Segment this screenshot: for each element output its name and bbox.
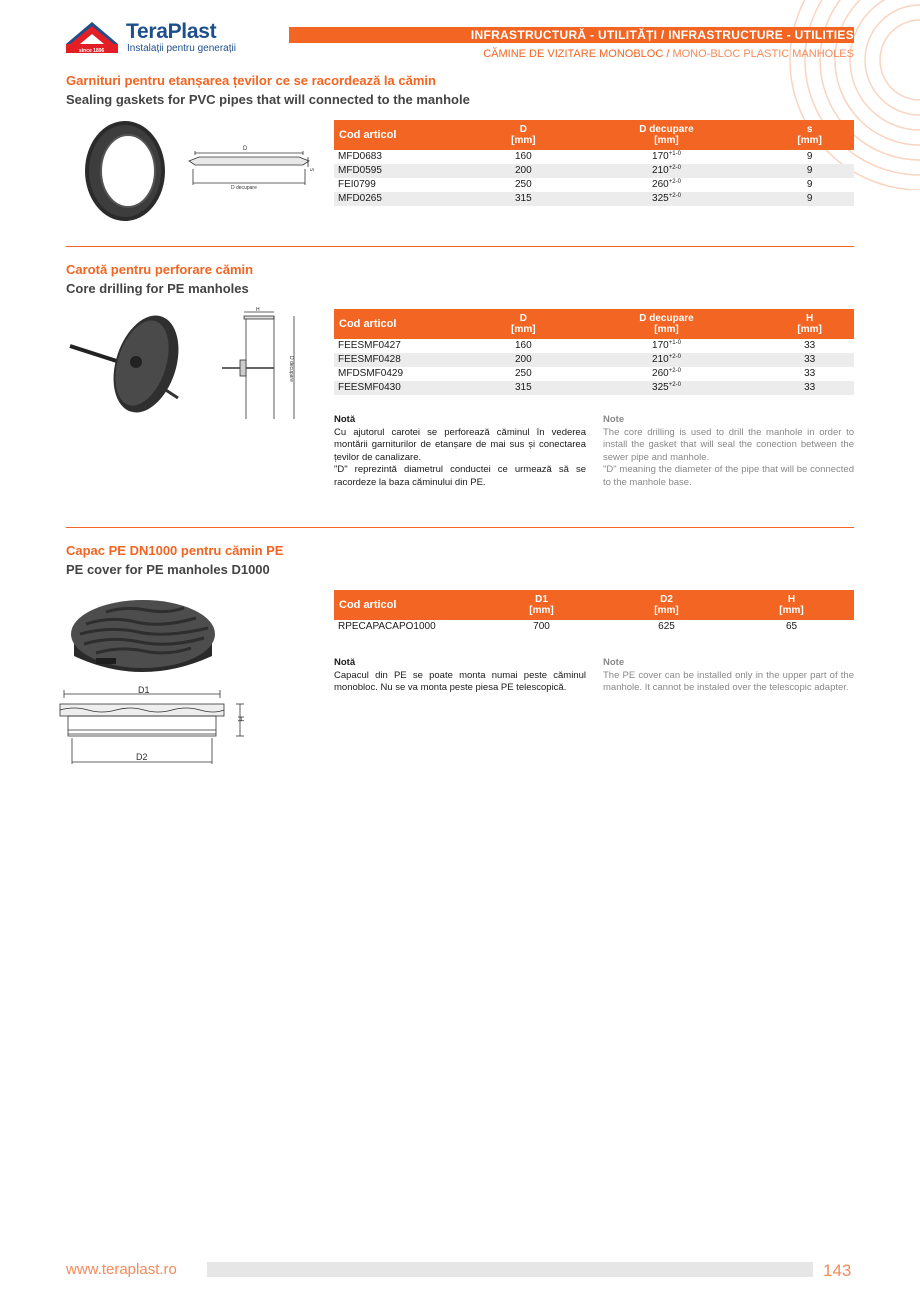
note-ro-title: Notă [334, 414, 356, 425]
cell-d: 250 [515, 368, 532, 379]
drawing-label-h: H [236, 716, 245, 722]
cell-dd-value: 210 [652, 165, 669, 176]
cell-dd [568, 339, 766, 353]
section2-title-ro: Carotă pentru perforare cămin [66, 262, 254, 277]
cell-dd-value: 170 [652, 151, 669, 162]
core-drill-drawing [218, 304, 303, 424]
cell-h: 33 [765, 353, 854, 367]
col-h [765, 309, 854, 339]
cell-d: 250 [515, 179, 532, 190]
cell-dd [568, 178, 766, 192]
drawing-label-h: H [256, 307, 260, 313]
col-code: Cod articol [334, 309, 479, 339]
drawing-label-d1: D1 [138, 685, 150, 695]
section-divider [66, 246, 854, 247]
col-d [479, 120, 568, 150]
col-d-label: D [519, 124, 527, 135]
note-en-paragraph: The PE cover can be installed only in the upper part of the manhole. It cannot be instaled over the telescopic adapter. [603, 669, 854, 693]
cell-dd-value: 170 [652, 340, 669, 351]
table-header-row [334, 590, 854, 620]
note-ro-paragraph: "D" reprezintă diametrul conductei ce urmează să se racordeze la baza căminului din PE. [334, 464, 586, 488]
cell-d: 160 [515, 151, 532, 162]
cell-dd [568, 164, 766, 178]
cell-code: MFD0683 [338, 151, 382, 162]
section2-title-en: Core drilling for PE manholes [66, 281, 249, 296]
section1-title-ro: Garnituri pentru etanșarea țevilor ce se racordează la cămin [66, 73, 436, 88]
note-en [603, 414, 854, 489]
cell-dd-tol: +2-0 [668, 179, 681, 185]
cell-code: RPECAPACAPO1000 [338, 621, 436, 632]
page-subtitle [483, 48, 854, 60]
core-drill-table [334, 309, 854, 395]
logo-brand: TeraPlast [126, 20, 217, 43]
col-d1-unit: [mm] [529, 605, 554, 616]
note-en-title: Note [603, 657, 625, 668]
cell-code: FEESMF0428 [334, 353, 479, 367]
cell-d: 200 [479, 353, 568, 367]
cell-s: 9 [765, 192, 854, 206]
footer-url[interactable]: www.teraplast.ro [66, 1261, 177, 1278]
table-row [334, 381, 854, 395]
cell-dd-value: 260 [652, 368, 669, 379]
col-h-unit: [mm] [797, 324, 822, 335]
cell-dd [568, 367, 766, 381]
cell-s: 9 [806, 151, 813, 162]
col-d2-unit: [mm] [654, 605, 679, 616]
cell-d1: 700 [533, 621, 550, 632]
table-row [334, 178, 854, 192]
cell-dd [568, 353, 766, 367]
core-drill-photo [66, 306, 186, 416]
note-ro-paragraph: Cu ajutorul carotei se perforează căminul în vederea montării garniturilor de etanșare de mai sus și conectarea țevilor de canalizare. [334, 426, 586, 463]
col-d1-label: D1 [535, 594, 548, 605]
col-h-unit: [mm] [779, 605, 804, 616]
cell-dd-value: 210 [652, 354, 669, 365]
table-row [334, 339, 854, 353]
col-s-label: s [806, 124, 813, 135]
note-ro [334, 414, 586, 489]
subtitle-separator: / [663, 48, 673, 60]
gasket-drawing [185, 143, 315, 193]
col-d-decupare [568, 309, 766, 339]
cell-d2: 625 [658, 621, 675, 632]
col-dd-unit: [mm] [654, 135, 679, 146]
cell-h: 65 [785, 621, 798, 632]
logo-tagline: Instalații pentru generații [127, 43, 236, 54]
note-en-paragraph: "D" meaning the diameter of the pipe that will be connected to the manhole base. [603, 464, 854, 488]
pe-cover-photo [66, 596, 218, 682]
cell-s: 9 [765, 164, 854, 178]
col-dd-unit: [mm] [654, 324, 679, 335]
col-d1 [479, 590, 604, 620]
cell-code: MFDSMF0429 [338, 368, 404, 379]
col-h [729, 590, 854, 620]
cell-h: 33 [765, 381, 854, 395]
section3-title-ro: Capac PE DN1000 pentru cămin PE [66, 543, 284, 558]
note-ro-paragraph: Capacul din PE se poate monta numai peste căminul monobloc. Nu se va monta peste piesa PE telescopică. [334, 669, 586, 693]
cell-code: FEI0799 [338, 179, 376, 190]
section3-title-en: PE cover for PE manholes D1000 [66, 562, 270, 577]
table-row [334, 164, 854, 178]
cell-dd-tol: +2-0 [668, 354, 681, 360]
cell-s: 9 [806, 179, 813, 190]
cell-h: 33 [804, 368, 816, 379]
section-divider [66, 527, 854, 528]
subtitle-ro: CĂMINE DE VIZITARE MONOBLOC [483, 48, 664, 60]
note-ro-title: Notă [334, 657, 356, 668]
footer-bar [207, 1262, 813, 1277]
table-row [334, 353, 854, 367]
table-row [334, 367, 854, 381]
table-header-row [334, 309, 854, 339]
note-en-paragraph: The core drilling is used to drill the manhole in order to install the gasket that will seal the conection between the sewer pipe and manhole. [603, 426, 854, 463]
cell-dd-value: 325 [652, 193, 669, 204]
cell-dd-tol: +2-0 [668, 165, 681, 171]
note-ro [334, 657, 586, 695]
cell-code: FEESMF0427 [338, 340, 401, 351]
cell-dd-value: 325 [652, 382, 669, 393]
drawing-label-d: D [243, 146, 248, 152]
cell-d: 315 [479, 192, 568, 206]
col-s-unit: [mm] [797, 135, 822, 146]
page-number: 143 [823, 1261, 852, 1280]
col-dd-label: D decupare [639, 313, 694, 324]
gasket-photo [80, 118, 170, 224]
col-s [765, 120, 854, 150]
cell-code: FEESMF0430 [334, 381, 479, 395]
col-code: Cod articol [334, 590, 479, 620]
cell-dd-value: 260 [652, 179, 669, 190]
cell-h: 33 [804, 340, 816, 351]
cell-dd [568, 150, 766, 164]
cell-d: 160 [515, 340, 532, 351]
cell-dd-tol: +2-0 [668, 368, 681, 374]
table-row [334, 192, 854, 206]
cell-d: 200 [479, 164, 568, 178]
cell-code: MFD0595 [334, 164, 479, 178]
table-row [334, 620, 854, 634]
logo-since: since 1896 [79, 48, 105, 54]
col-h-label: H [806, 313, 814, 324]
pe-cover-drawing [54, 684, 254, 766]
drawing-label-d2: D2 [136, 752, 148, 762]
col-d-label: D [519, 313, 527, 324]
col-d-unit: [mm] [511, 135, 536, 146]
col-d2 [604, 590, 729, 620]
col-code: Cod articol [334, 120, 479, 150]
col-dd-label: D decupare [639, 124, 694, 135]
col-d [479, 309, 568, 339]
cell-d: 315 [479, 381, 568, 395]
subtitle-en: MONO-BLOC PLASTIC MANHOLES [672, 48, 854, 60]
cell-dd [568, 192, 766, 206]
col-h-label: H [787, 594, 796, 605]
note-en-title: Note [603, 414, 625, 425]
section1-title-en: Sealing gaskets for PVC pipes that will connected to the manhole [66, 92, 470, 107]
gasket-table [334, 120, 854, 206]
drawing-label-s: S [308, 168, 314, 172]
col-d2-label: D2 [660, 594, 673, 605]
drawing-label-d-decupare: D decupare [231, 185, 257, 191]
col-d-unit: [mm] [511, 324, 536, 335]
note-en [603, 657, 854, 695]
page-category-title: INFRASTRUCTURĂ - UTILITĂȚI / INFRASTRUCTURE - UTILITIES [470, 28, 854, 42]
pe-cover-table [334, 590, 854, 634]
table-row [334, 150, 854, 164]
drawing-label-d-decupare: D decupare [288, 356, 294, 382]
cell-code: MFD0265 [334, 192, 479, 206]
cell-dd-tol: +2-0 [668, 382, 681, 388]
table-header-row [334, 120, 854, 150]
cell-dd-tol: +1-0 [668, 340, 681, 346]
cell-dd-tol: +2-0 [668, 193, 681, 199]
col-d-decupare [568, 120, 766, 150]
cell-dd-tol: +1-0 [668, 151, 681, 157]
cell-dd [568, 381, 766, 395]
